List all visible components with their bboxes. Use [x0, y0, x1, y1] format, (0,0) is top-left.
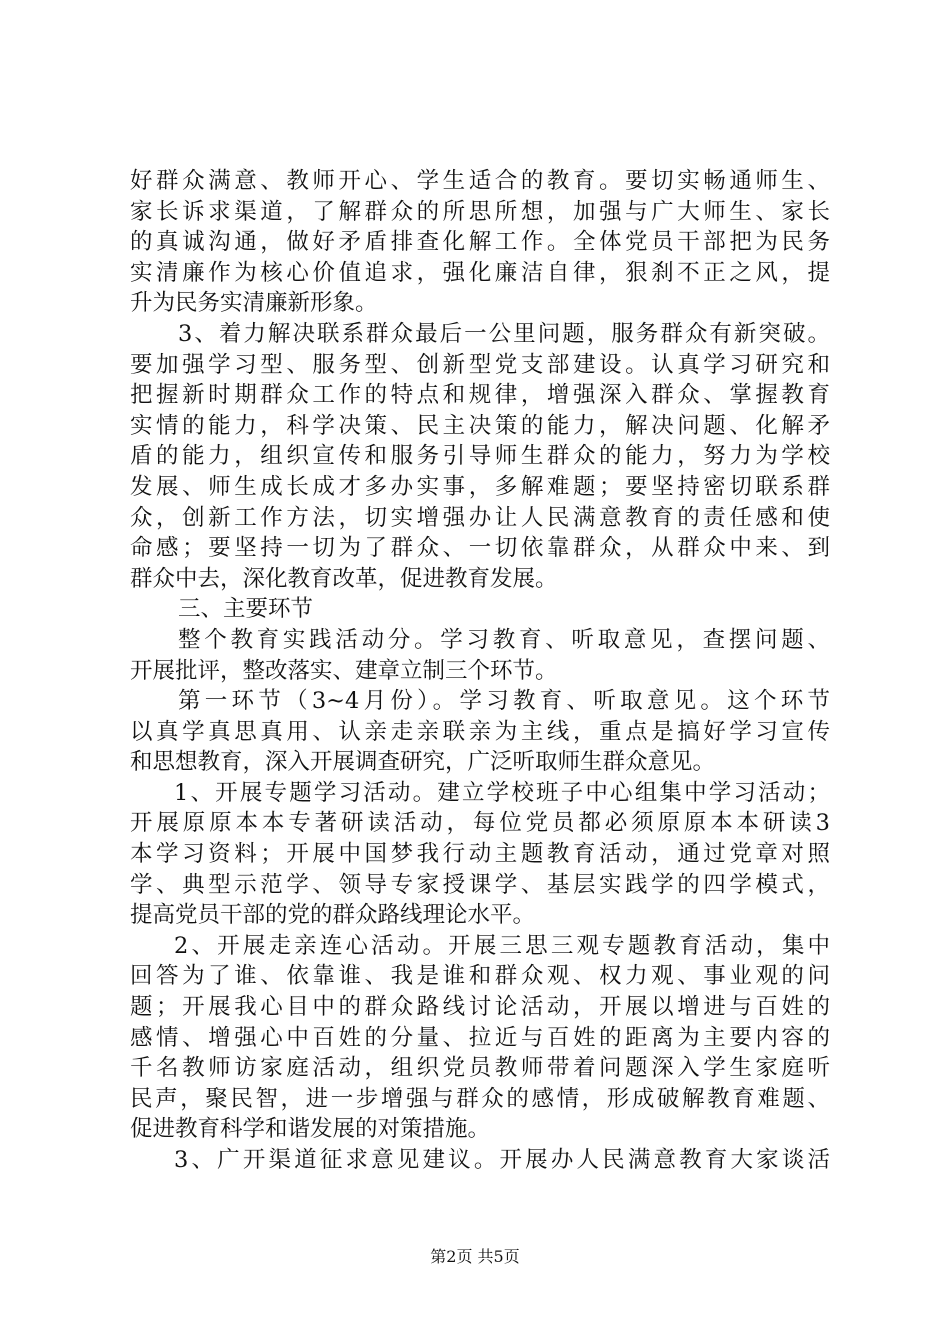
text-line: 命感；要坚持一切为了群众、一切依靠群众，从群众中来、到: [130, 535, 830, 562]
text-line: 开展原原本本专著研读活动，每位党员都必须原原本本研读3: [130, 810, 830, 837]
page-footer: [0, 1244, 950, 1267]
text-line: 家长诉求渠道，了解群众的所思所想，加强与广大师生、家长: [130, 198, 830, 225]
text-line: 实情的能力，科学决策、民主决策的能力，解决问题、化解矛: [130, 412, 830, 439]
text-line: 学、典型示范学、领导专家授课学、基层实践学的四学模式，: [130, 871, 830, 898]
text-line: 好群众满意、教师开心、学生适合的教育。要切实畅通师生、: [130, 168, 830, 194]
text-line: 千名教师访家庭活动，组织党员教师带着问题深入学生家庭听: [130, 1055, 830, 1082]
text-line: 本学习资料；开展中国梦我行动主题教育活动，通过党章对照: [130, 841, 830, 868]
text-line: 整个教育实践活动分。学习教育、听取意见，查摆问题、: [178, 626, 830, 653]
text-line: 把握新时期群众工作的特点和规律，增强深入群众、掌握教育: [130, 382, 830, 409]
text-line: 提高党员干部的党的群众路线理论水平。: [130, 902, 536, 929]
section-heading: 三、主要环节: [178, 596, 314, 623]
text-line: 开展批评，整改落实、建章立制三个环节。: [130, 657, 558, 684]
page-number-label: 第2页 共5页: [430, 1247, 520, 1266]
text-line: 民声，聚民智，进一步增强与群众的感情，形成破解教育难题、: [130, 1085, 830, 1112]
text-line: 3、广开渠道征求意见建议。开展办人民满意教育大家谈活: [174, 1147, 830, 1173]
text-line: 回答为了谁、依靠谁、我是谁和群众观、权力观、事业观的问: [130, 963, 830, 990]
text-line: 群众中去，深化教育改革，促进教育发展。: [130, 565, 558, 592]
text-line: 1、开展专题学习活动。建立学校班子中心组集中学习活动；: [174, 779, 830, 806]
text-line: 以真学真思真用、认亲走亲联亲为主线，重点是搞好学习宣传: [130, 718, 830, 745]
text-line: 盾的能力，组织宣传和服务引导师生群众的能力，努力为学校: [130, 443, 830, 470]
text-line: 和思想教育，深入开展调查研究，广泛听取师生群众意见。: [130, 749, 716, 776]
text-line: 感情、增强心中百姓的分量、拉近与百姓的距离为主要内容的: [130, 1024, 830, 1051]
text-line: 题；开展我心目中的群众路线讨论活动，开展以增进与百姓的: [130, 994, 830, 1021]
text-line: 促进教育科学和谐发展的对策措施。: [130, 1116, 491, 1143]
text-line: 的真诚沟通，做好矛盾排查化解工作。全体党员干部把为民务: [130, 229, 830, 256]
text-line: 众，创新工作方法，切实增强办让人民满意教育的责任感和使: [130, 504, 830, 531]
text-line: 3、着力解决联系群众最后一公里问题，服务群众有新突破。: [178, 320, 830, 347]
text-line: 要加强学习型、服务型、创新型党支部建设。认真学习研究和: [130, 351, 830, 378]
text-line: 实清廉作为核心价值追求，强化廉洁自律，狠刹不正之风，提: [130, 259, 830, 286]
text-line: 升为民务实清廉新形象。: [130, 290, 378, 317]
document-body: [130, 166, 830, 1176]
text-line: 第一环节（3~4月份）。学习教育、听取意见。这个环节: [178, 688, 830, 715]
text-line: 2、开展走亲连心活动。开展三思三观专题教育活动，集中: [174, 932, 830, 959]
text-line: 发展、师生成长成才多办实事，多解难题；要坚持密切联系群: [130, 473, 830, 500]
